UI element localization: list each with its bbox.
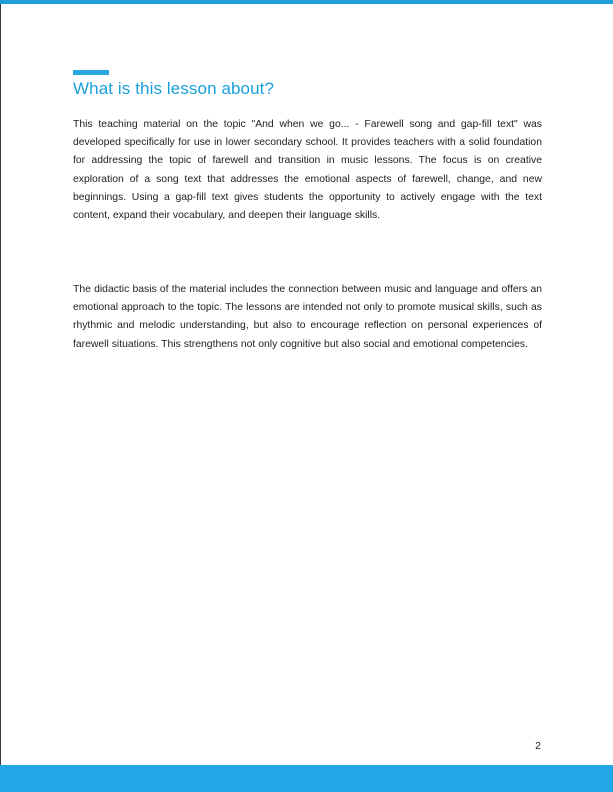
didactic-paragraph: The didactic basis of the material includes the connection between music and language and offers an emotional approach to the topic. The lessons are intended not only to promote musical skills, such as rhythmic and melodic understanding, but also to encourage reflection on personal experiences of farewell situations. This strengthens not only cognitive but also social and emotional competencies. [73,284,542,350]
footer-bar [0,765,613,792]
section-heading: What is this lesson about? [73,79,275,98]
page-number: 2 [535,741,541,752]
page-border [0,0,1,765]
heading-accent-bar [73,70,109,75]
header-bar [0,0,613,4]
intro-paragraph: This teaching material on the topic "And when we go... - Farewell song and gap-fill text" was developed specifically for use in lower secondary school. It provides teachers with a solid foundation for addressing the topic of farewell and transition in music lessons. The focus is on creative exploration of a song text that addresses the emotional aspects of farewell, change, and new beginnings. Using a gap-fill text gives students the opportunity to actively engage with the text content, expand their vocabulary, and deepen their language skills. [73,119,542,222]
